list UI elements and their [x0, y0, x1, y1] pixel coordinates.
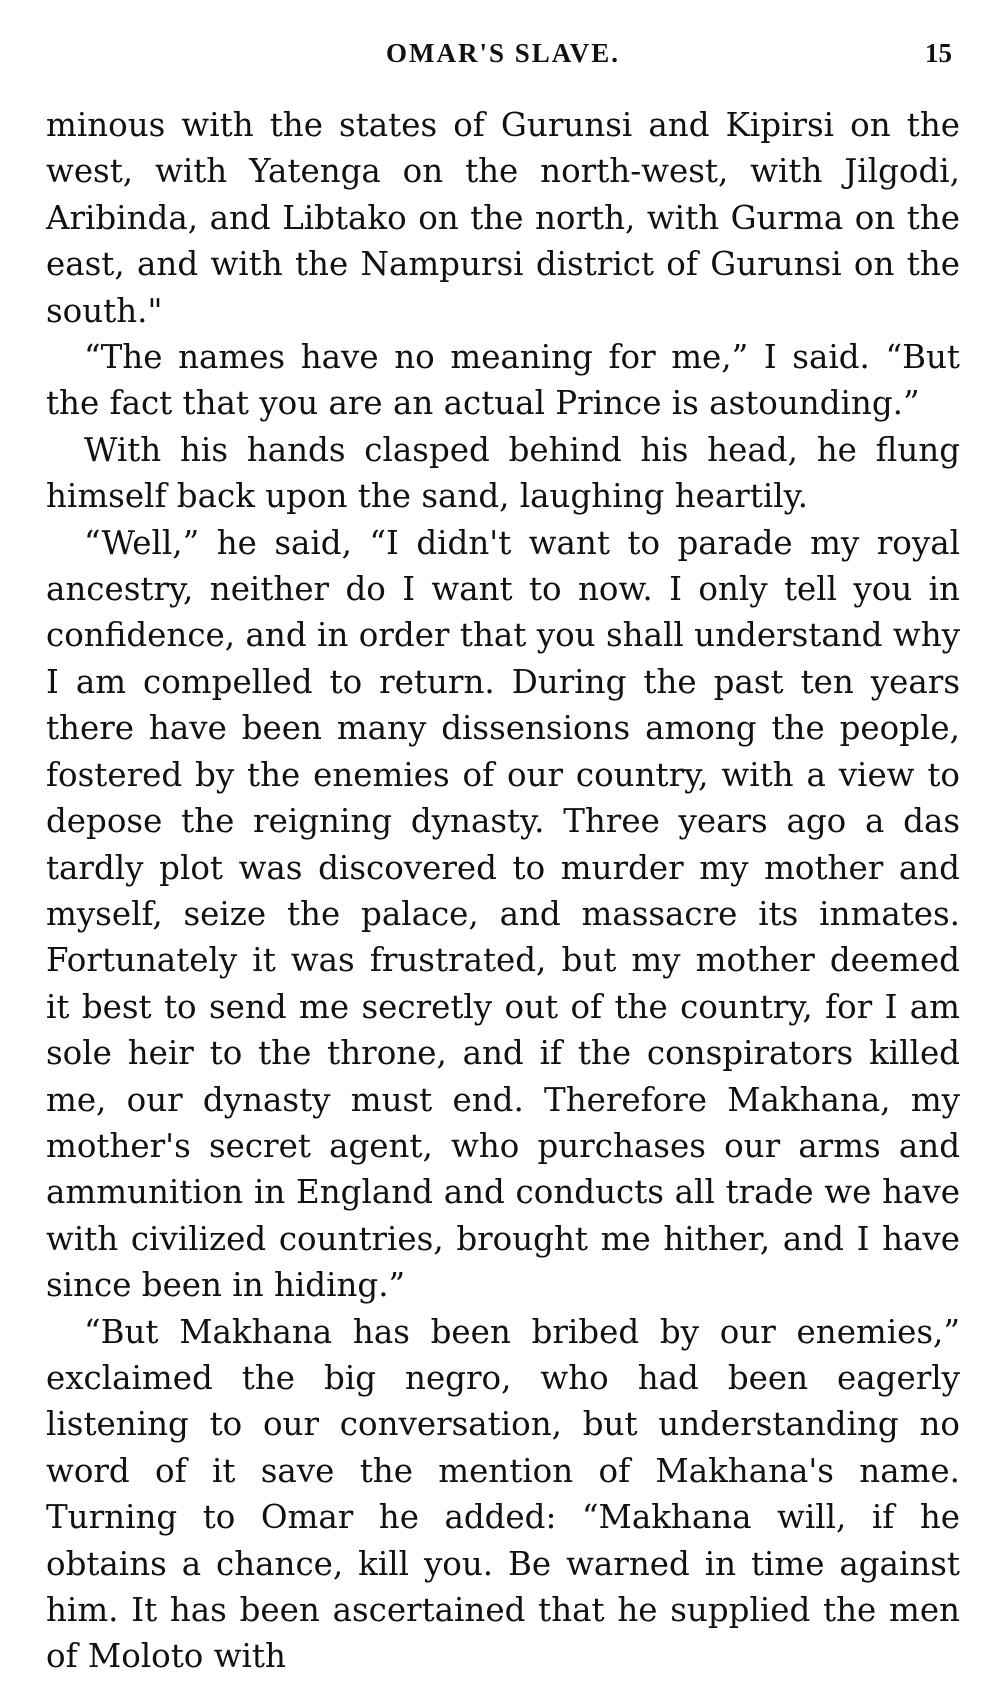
paragraph-ancestry: “Well,” he said, “I didn't want to parade my royal ancestry, neither do I want to now. I only tell you in confidence, and in order that you shall understand why I am compelled to return. During the past ten years there have been many dissensions among the people, fostered by the enemies of our country, with a view to depose the reigning dynasty. Three years ago a das tardly plot was discovered to murder my mother and myself, seize the palace, and massacre its inmates. Fortunately it was frustrated, but my mother deemed it best to send me secretly out of the country, for I am sole heir to the throne, and if the conspirators killed me, our dynasty must end. Therefore Makhana, my mother's secret agent, who purchases our arms and ammunition in England and conducts all trade we have with civilized countries, brought me hither, and I have since been in hiding.” — [46, 523, 960, 1305]
paragraph-names: “The names have no meaning for me,” I said. “But the fact that you are an actual Prince is astounding.” — [46, 338, 960, 423]
body-text — [46, 102, 960, 1680]
page-number: 15 — [925, 38, 952, 68]
paragraph-continued: minous with the states of Gurunsi and Kipirsi on the west, with Yatenga on the north-west, with Jilgodi, Aribinda, and Libtako on the north, with Gurma on the east, and with the Nampursi district of Gurunsi on the south." — [46, 106, 960, 330]
book-page — [46, 0, 960, 1699]
running-title: OMAR'S SLAVE. — [385, 38, 621, 68]
page-header — [46, 38, 960, 78]
paragraph-laughing: With his hands clasped behind his head, he flung himself back upon the sand, laughing heartily. — [46, 430, 960, 516]
paragraph-makhana-warning: “But Makhana has been bribed by our enemies,” exclaimed the big negro, who had been eagerly listening to our conversation, but understanding no word of it save the mention of Makhana's name. Turning to Omar he added: “Makhana will, if he obtains a chance, kill you. Be warned in time against him. It has been ascertained that he supplied the men of Moloto with — [46, 1312, 960, 1676]
